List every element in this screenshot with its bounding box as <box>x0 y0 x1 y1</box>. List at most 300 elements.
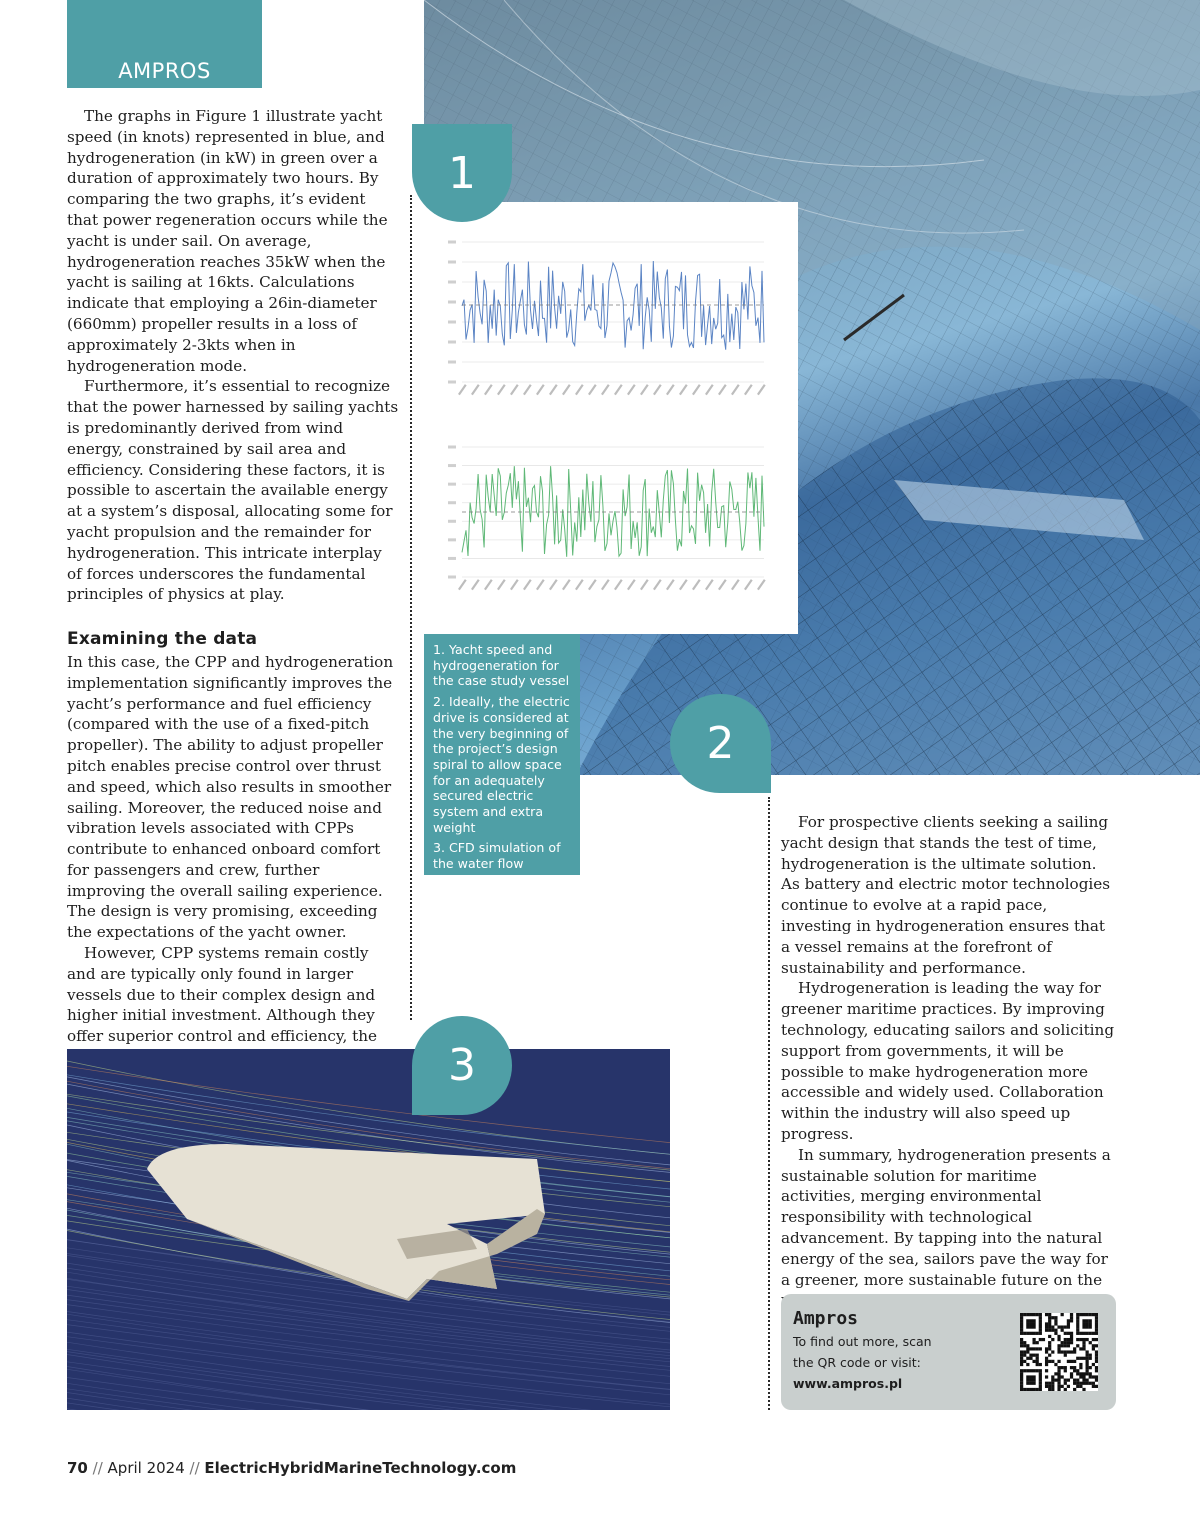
x-tick-label <box>601 579 610 590</box>
qr-module <box>1086 1366 1089 1369</box>
x-tick-label <box>471 384 480 395</box>
tick-mark <box>448 446 456 449</box>
qr-finder-module <box>1076 1325 1079 1328</box>
qr-module <box>1079 1357 1082 1360</box>
qr-module <box>1051 1338 1054 1341</box>
qr-finder-module <box>1032 1382 1035 1385</box>
qr-finder-module <box>1039 1325 1042 1328</box>
paragraph-text: In summary, hydrogeneration presents a sustainable solution for maritime activities, merging environmental responsibility with technological advancement. By tapping into the natural energy of the sea, sailors pave the way for a greener, more sustainable future on the <box>781 1145 1111 1289</box>
qr-module <box>1095 1357 1098 1360</box>
qr-module <box>1064 1350 1067 1353</box>
info-box <box>781 1294 1116 1410</box>
qr-module <box>1061 1325 1064 1328</box>
qr-module <box>1045 1385 1048 1388</box>
qr-module <box>1082 1388 1085 1391</box>
tick-mark <box>448 501 456 504</box>
x-tick-label <box>536 384 545 395</box>
qr-finder-module <box>1032 1379 1035 1382</box>
qr-finder-module <box>1032 1322 1035 1325</box>
qr-module <box>1051 1382 1054 1385</box>
qr-module <box>1051 1316 1054 1319</box>
qr-module <box>1048 1322 1051 1325</box>
tick-mark <box>448 557 456 560</box>
tick-mark <box>448 321 456 324</box>
qr-finder-module <box>1036 1369 1039 1372</box>
qr-module <box>1064 1382 1067 1385</box>
qr-module <box>1073 1382 1076 1385</box>
qr-module <box>1051 1375 1054 1378</box>
qr-module <box>1020 1360 1023 1363</box>
qr-module <box>1079 1382 1082 1385</box>
qr-module <box>1036 1357 1039 1360</box>
streamline <box>67 1383 670 1410</box>
qr-finder-module <box>1032 1369 1035 1372</box>
qr-finder-module <box>1086 1322 1089 1325</box>
qr-module <box>1057 1372 1060 1375</box>
qr-module <box>1067 1360 1070 1363</box>
paragraph <box>781 1145 1116 1312</box>
qr-finder-module <box>1023 1332 1026 1335</box>
qr-module <box>1086 1350 1089 1353</box>
qr-module <box>1036 1360 1039 1363</box>
qr-module <box>1076 1382 1079 1385</box>
qr-module <box>1070 1350 1073 1353</box>
qr-finder-module <box>1020 1332 1023 1335</box>
qr-finder-module <box>1029 1375 1032 1378</box>
qr-module <box>1057 1366 1060 1369</box>
qr-module <box>1086 1372 1089 1375</box>
qr-module <box>1082 1341 1085 1344</box>
qr-module <box>1082 1372 1085 1375</box>
qr-module <box>1070 1366 1073 1369</box>
section-tab <box>67 0 262 88</box>
qr-module <box>1023 1341 1026 1344</box>
qr-module <box>1067 1341 1070 1344</box>
qr-module <box>1064 1325 1067 1328</box>
qr-module <box>1045 1382 1048 1385</box>
qr-finder-module <box>1026 1332 1029 1335</box>
badge-number: 3 <box>448 1040 476 1091</box>
qr-finder-module <box>1020 1372 1023 1375</box>
qr-module <box>1095 1385 1098 1388</box>
qr-finder-module <box>1020 1379 1023 1382</box>
qr-finder-module <box>1029 1322 1032 1325</box>
qr-module <box>1070 1360 1073 1363</box>
qr-module <box>1092 1338 1095 1341</box>
qr-module <box>1020 1350 1023 1353</box>
qr-module <box>1092 1344 1095 1347</box>
qr-module <box>1073 1366 1076 1369</box>
qr-module <box>1057 1350 1060 1353</box>
qr-module <box>1095 1366 1098 1369</box>
section-label: AMPROS <box>118 59 211 83</box>
qr-module <box>1054 1329 1057 1332</box>
qr-module <box>1023 1360 1026 1363</box>
qr-module <box>1020 1338 1023 1341</box>
x-tick-label <box>575 384 584 395</box>
qr-module <box>1067 1338 1070 1341</box>
qr-finder-module <box>1039 1322 1042 1325</box>
tick-mark <box>448 483 456 486</box>
qr-module <box>1057 1338 1060 1341</box>
qr-finder-module <box>1026 1325 1029 1328</box>
qr-module <box>1086 1357 1089 1360</box>
x-tick-label <box>653 579 662 590</box>
x-tick-label <box>458 384 467 395</box>
info-line-2: the QR code or visit: <box>793 1355 921 1370</box>
x-tick-label <box>692 579 701 590</box>
qr-finder-module <box>1076 1316 1079 1319</box>
qr-finder-module <box>1032 1388 1035 1391</box>
qr-module <box>1051 1329 1054 1332</box>
qr-finder-module <box>1026 1388 1029 1391</box>
qr-module <box>1048 1347 1051 1350</box>
qr-finder-module <box>1029 1388 1032 1391</box>
qr-module <box>1032 1347 1035 1350</box>
qr-module <box>1079 1375 1082 1378</box>
tick-mark <box>448 361 456 364</box>
qr-module <box>1020 1357 1023 1360</box>
qr-module <box>1086 1379 1089 1382</box>
x-tick-label <box>627 384 636 395</box>
qr-module <box>1073 1347 1076 1350</box>
x-tick-label <box>562 384 571 395</box>
paragraph: For prospective clients seeking a sailing yacht design that stands the test of time, hydrogeneration is the ultimate solution. As battery and electric motor technologies continue to evolve at a rapid pace, investing in hydrogeneration ensures that a vessel remains at the forefront of sustainability and performance. <box>781 813 1111 977</box>
qr-module <box>1045 1329 1048 1332</box>
x-tick-label <box>549 384 558 395</box>
x-tick-label <box>679 384 688 395</box>
tick-mark <box>448 301 456 304</box>
qr-module <box>1061 1341 1064 1344</box>
x-tick-label <box>666 579 675 590</box>
qr-module <box>1082 1357 1085 1360</box>
qr-module <box>1054 1322 1057 1325</box>
tick-mark <box>448 261 456 264</box>
tick-mark <box>448 464 456 467</box>
qr-module <box>1061 1344 1064 1347</box>
qr-finder-module <box>1023 1388 1026 1391</box>
x-tick-label <box>484 579 493 590</box>
qr-finder-module <box>1036 1313 1039 1316</box>
qr-module <box>1076 1379 1079 1382</box>
qr-finder-module <box>1076 1332 1079 1335</box>
info-title: Ampros <box>793 1308 859 1329</box>
caption-2: 2. Ideally, the electric drive is considered at the very beginning of the project’s design spiral to allow space for an adequately secured electric system and extra weight <box>433 694 570 835</box>
qr-module <box>1057 1344 1060 1347</box>
qr-module <box>1076 1369 1079 1372</box>
qr-module <box>1076 1385 1079 1388</box>
qr-module <box>1061 1375 1064 1378</box>
qr-finder-module <box>1029 1325 1032 1328</box>
qr-module <box>1064 1344 1067 1347</box>
x-tick-label <box>549 579 558 590</box>
qr-finder-module <box>1079 1332 1082 1335</box>
qr-module <box>1057 1385 1060 1388</box>
qr-module <box>1067 1344 1070 1347</box>
qr-module <box>1039 1338 1042 1341</box>
page-number: 70 <box>67 1459 88 1477</box>
qr-module <box>1070 1313 1073 1316</box>
qr-finder-module <box>1089 1325 1092 1328</box>
series-line <box>462 466 764 557</box>
qr-module <box>1064 1354 1067 1357</box>
qr-module <box>1036 1347 1039 1350</box>
qr-module <box>1076 1344 1079 1347</box>
qr-module <box>1070 1375 1073 1378</box>
x-tick-label <box>588 384 597 395</box>
qr-module <box>1057 1360 1060 1363</box>
x-tick-label <box>497 384 506 395</box>
paragraph: The graphs in Figure 1 illustrate yacht speed (in knots) represented in blue, and hydrogeneration (in kW) in green over a duration of approximately two hours. By comparing the two graphs, it’s evident that power regeneration occurs while the yacht is under sail. On average, hydrogeneration reaches 35kW when the yacht is sailing at 16kts. Calculations indicate that employing a 26in-diameter (660mm) propeller results in a loss of approximately 2-3kts when in hydrogeneration mode. <box>67 107 388 375</box>
tick-mark <box>448 576 456 579</box>
qr-module <box>1026 1357 1029 1360</box>
site-name[interactable]: ElectricHybridMarineTechnology.com <box>204 1459 517 1477</box>
qr-finder-module <box>1039 1329 1042 1332</box>
qr-finder-module <box>1095 1322 1098 1325</box>
qr-code-icon[interactable] <box>1020 1313 1098 1391</box>
streamline <box>67 1398 670 1410</box>
qr-module <box>1064 1388 1067 1391</box>
x-tick-label <box>575 579 584 590</box>
qr-module <box>1048 1329 1051 1332</box>
qr-module <box>1045 1363 1048 1366</box>
qr-module <box>1061 1329 1064 1332</box>
qr-module <box>1048 1388 1051 1391</box>
info-url[interactable]: www.ampros.pl <box>793 1376 903 1391</box>
qr-module <box>1057 1382 1060 1385</box>
qr-finder-module <box>1095 1325 1098 1328</box>
qr-module <box>1045 1357 1048 1360</box>
qr-module <box>1086 1382 1089 1385</box>
qr-finder-module <box>1036 1388 1039 1391</box>
qr-finder-module <box>1023 1369 1026 1372</box>
cfd-simulation-image <box>67 1049 670 1410</box>
qr-finder-module <box>1095 1316 1098 1319</box>
qr-module <box>1048 1316 1051 1319</box>
page-footer <box>67 1459 516 1477</box>
qr-finder-module <box>1026 1313 1029 1316</box>
qr-module <box>1067 1332 1070 1335</box>
x-tick-label <box>471 579 480 590</box>
x-tick-label <box>458 579 467 590</box>
x-tick-label <box>484 384 493 395</box>
hydrogeneration-graph <box>448 446 766 591</box>
qr-finder-module <box>1039 1372 1042 1375</box>
qr-module <box>1032 1354 1035 1357</box>
qr-finder-module <box>1020 1322 1023 1325</box>
qr-module <box>1086 1360 1089 1363</box>
tick-mark <box>448 538 456 541</box>
qr-finder-module <box>1086 1325 1089 1328</box>
qr-finder-module <box>1082 1322 1085 1325</box>
qr-module <box>1092 1382 1095 1385</box>
qr-module <box>1079 1363 1082 1366</box>
qr-module <box>1054 1372 1057 1375</box>
tick-mark <box>448 241 456 244</box>
qr-module <box>1023 1344 1026 1347</box>
qr-module <box>1082 1379 1085 1382</box>
qr-finder-module <box>1032 1319 1035 1322</box>
x-tick-label <box>718 579 727 590</box>
qr-finder-module <box>1026 1319 1029 1322</box>
column-divider <box>768 797 770 1410</box>
x-tick-label <box>640 579 649 590</box>
qr-module <box>1051 1385 1054 1388</box>
qr-module <box>1042 1338 1045 1341</box>
qr-module <box>1079 1366 1082 1369</box>
x-tick-label <box>536 579 545 590</box>
qr-module <box>1061 1366 1064 1369</box>
qr-module <box>1048 1354 1051 1357</box>
qr-module <box>1045 1325 1048 1328</box>
qr-module <box>1086 1338 1089 1341</box>
qr-module <box>1095 1354 1098 1357</box>
x-tick-label <box>692 384 701 395</box>
figure-badge-3 <box>412 1016 512 1115</box>
qr-module <box>1057 1325 1060 1328</box>
qr-finder-module <box>1020 1369 1023 1372</box>
x-tick-label <box>627 579 636 590</box>
qr-module <box>1073 1369 1076 1372</box>
qr-finder-module <box>1023 1313 1026 1316</box>
qr-module <box>1095 1369 1098 1372</box>
qr-finder-module <box>1026 1322 1029 1325</box>
tick-mark <box>448 341 456 344</box>
qr-module <box>1051 1350 1054 1353</box>
qr-module <box>1020 1354 1023 1357</box>
qr-module <box>1082 1344 1085 1347</box>
qr-module <box>1089 1382 1092 1385</box>
qr-module <box>1064 1379 1067 1382</box>
qr-module <box>1057 1347 1060 1350</box>
qr-module <box>1092 1375 1095 1378</box>
qr-finder-module <box>1039 1388 1042 1391</box>
graphs-svg <box>424 202 798 634</box>
qr-finder-module <box>1026 1369 1029 1372</box>
caption-3: 3. CFD simulation of the water flow <box>433 840 561 872</box>
qr-module <box>1079 1385 1082 1388</box>
x-tick-label <box>640 384 649 395</box>
qr-finder-module <box>1086 1313 1089 1316</box>
x-tick-label <box>744 579 753 590</box>
streamline <box>67 1367 670 1411</box>
qr-module <box>1051 1379 1054 1382</box>
qr-module <box>1020 1341 1023 1344</box>
qr-module <box>1029 1347 1032 1350</box>
qr-finder-module <box>1029 1382 1032 1385</box>
qr-module <box>1061 1350 1064 1353</box>
qr-module <box>1073 1360 1076 1363</box>
qr-module <box>1054 1316 1057 1319</box>
qr-module <box>1067 1385 1070 1388</box>
subheading: Examining the data <box>67 629 258 650</box>
qr-finder-module <box>1076 1329 1079 1332</box>
qr-finder-module <box>1032 1332 1035 1335</box>
right-column <box>781 812 1116 1311</box>
qr-module <box>1070 1338 1073 1341</box>
qr-module <box>1026 1344 1029 1347</box>
qr-finder-module <box>1029 1332 1032 1335</box>
qr-finder-module <box>1029 1379 1032 1382</box>
qr-module <box>1095 1338 1098 1341</box>
qr-module <box>1023 1350 1026 1353</box>
qr-module <box>1073 1388 1076 1391</box>
qr-finder-module <box>1076 1319 1079 1322</box>
qr-module <box>1054 1379 1057 1382</box>
qr-module <box>1067 1322 1070 1325</box>
qr-module <box>1089 1372 1092 1375</box>
qr-finder-module <box>1079 1313 1082 1316</box>
qr-finder-module <box>1039 1385 1042 1388</box>
qr-module <box>1032 1338 1035 1341</box>
x-tick-label <box>523 579 532 590</box>
qr-module <box>1051 1388 1054 1391</box>
qr-module <box>1073 1379 1076 1382</box>
x-tick-label <box>718 384 727 395</box>
streamline <box>67 1066 670 1142</box>
qr-finder-module <box>1020 1329 1023 1332</box>
caption-box <box>424 634 580 875</box>
x-tick-label <box>510 384 519 395</box>
streamline <box>67 1075 670 1154</box>
qr-module <box>1064 1332 1067 1335</box>
qr-module <box>1095 1375 1098 1378</box>
qr-finder-module <box>1039 1369 1042 1372</box>
qr-module <box>1079 1347 1082 1350</box>
qr-module <box>1045 1350 1048 1353</box>
qr-module <box>1089 1354 1092 1357</box>
qr-module <box>1054 1363 1057 1366</box>
qr-module <box>1057 1375 1060 1378</box>
qr-module <box>1086 1369 1089 1372</box>
qr-finder-module <box>1086 1319 1089 1322</box>
qr-module <box>1089 1357 1092 1360</box>
qr-module <box>1070 1332 1073 1335</box>
qr-module <box>1029 1354 1032 1357</box>
qr-module <box>1067 1325 1070 1328</box>
qr-finder-module <box>1039 1379 1042 1382</box>
qr-module <box>1045 1313 1048 1316</box>
qr-module <box>1026 1347 1029 1350</box>
x-tick-label <box>757 384 766 395</box>
qr-module <box>1095 1379 1098 1382</box>
qr-module <box>1048 1319 1051 1322</box>
qr-module <box>1061 1385 1064 1388</box>
paragraph: Furthermore, it’s essential to recognize that the power harnessed by sailing yachts is predominantly derived from wind energy, constrained by sail area and efficiency. Considering these factors, it is possible to ascertain the available energy at a system’s disposal, allocating some for yacht propulsion and the remainder for hydrogeneration. This intricate interplay of forces underscores the fundamental principles of physics at play. <box>67 377 399 604</box>
qr-module <box>1061 1313 1064 1316</box>
qr-module <box>1045 1360 1048 1363</box>
caption-1: 1. Yacht speed and hydrogeneration for the case study vessel <box>433 642 570 689</box>
qr-module <box>1095 1350 1098 1353</box>
x-tick-label <box>705 579 714 590</box>
qr-module <box>1079 1372 1082 1375</box>
qr-finder-module <box>1020 1388 1023 1391</box>
qr-module <box>1045 1375 1048 1378</box>
left-column <box>67 106 400 1089</box>
qr-finder-module <box>1029 1369 1032 1372</box>
qr-module <box>1032 1360 1035 1363</box>
qr-finder-module <box>1095 1332 1098 1335</box>
x-tick-label <box>653 384 662 395</box>
qr-module <box>1036 1341 1039 1344</box>
qr-module <box>1076 1357 1079 1360</box>
x-tick-label <box>679 579 688 590</box>
figure-graphs <box>424 202 798 634</box>
qr-module <box>1048 1382 1051 1385</box>
tick-mark <box>448 281 456 284</box>
qr-module <box>1051 1325 1054 1328</box>
qr-finder-module <box>1020 1375 1023 1378</box>
